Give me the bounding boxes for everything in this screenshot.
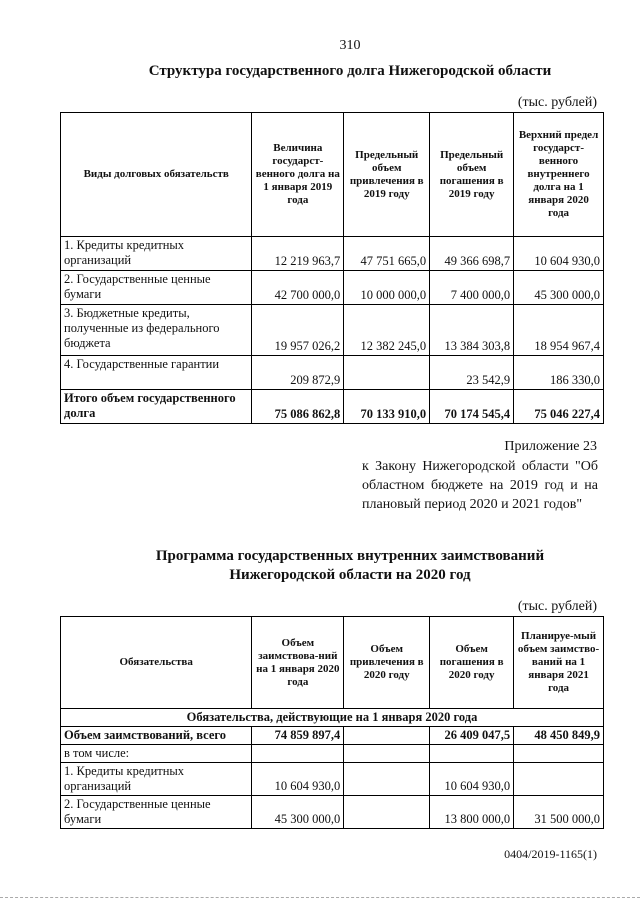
table-cell: 45 300 000,0	[252, 796, 344, 829]
table-cell	[344, 796, 430, 829]
table-cell: 48 450 849,9	[514, 727, 604, 745]
table-cell	[344, 727, 430, 745]
table-total-row	[61, 390, 604, 424]
table-row	[61, 237, 604, 271]
table-cell	[514, 763, 604, 796]
row-label: Итого объем государственного долга	[61, 390, 252, 424]
table1-units: (тыс. рублей)	[517, 95, 597, 110]
table1-header-row	[61, 113, 604, 237]
row-label: 1. Кредиты кредитных организаций	[61, 763, 252, 796]
table-cell: 18 954 967,4	[514, 305, 604, 356]
appendix-text: к Закону Нижегородской области "Об областном бюджете на 2019 год и на плановый период 2020 и 2021 годов"	[362, 459, 598, 512]
table-cell: 42 700 000,0	[252, 271, 344, 305]
table-cell: 45 300 000,0	[514, 271, 604, 305]
table-cell	[514, 745, 604, 763]
table1-header: Предельный объем привлечения в 2019 году	[344, 113, 430, 237]
row-label: 3. Бюджетные кредиты, полученные из федерального бюджета	[61, 305, 252, 356]
table-row	[61, 745, 604, 763]
row-label: 4. Государственные гарантии	[61, 356, 252, 390]
table1-title: Структура государственного долга Нижегородской области	[148, 63, 552, 79]
table1-header: Верхний предел государст-венного внутреннего долга на 1 января 2020 года	[514, 113, 604, 237]
table-cell: 10 604 930,0	[252, 763, 344, 796]
table1-header: Величина государст-венного долга на 1 января 2019 года	[252, 113, 344, 237]
section-heading: Обязательства, действующие на 1 января 2020 года	[61, 709, 604, 727]
table-total-row	[61, 727, 604, 745]
table-cell: 209 872,9	[252, 356, 344, 390]
page-number: 310	[339, 38, 361, 53]
table-row	[61, 271, 604, 305]
table-cell	[344, 745, 430, 763]
table-cell	[430, 745, 514, 763]
row-label: Объем заимствований, всего	[61, 727, 252, 745]
table2-header-row	[61, 617, 604, 709]
table2-title-line2: Нижегородской области на 2020 год	[229, 567, 471, 583]
table2-header: Объем заимствова-ний на 1 января 2020 года	[252, 617, 344, 709]
table-cell: 7 400 000,0	[430, 271, 514, 305]
appendix-label: Приложение 23	[504, 439, 597, 454]
table-row	[61, 796, 604, 829]
table-cell: 186 330,0	[514, 356, 604, 390]
table2-units: (тыс. рублей)	[517, 599, 597, 614]
table-section-row	[61, 709, 604, 727]
table-cell: 26 409 047,5	[430, 727, 514, 745]
table-row	[61, 305, 604, 356]
table2-header: Объем погашения в 2020 году	[430, 617, 514, 709]
borrowing-program-table	[60, 616, 604, 829]
table-cell: 13 800 000,0	[430, 796, 514, 829]
table-cell	[252, 745, 344, 763]
table-cell: 10 604 930,0	[430, 763, 514, 796]
table-cell: 74 859 897,4	[252, 727, 344, 745]
table-cell: 10 000 000,0	[344, 271, 430, 305]
table-cell: 75 086 862,8	[252, 390, 344, 424]
table-cell: 12 219 963,7	[252, 237, 344, 271]
table-cell: 23 542,9	[430, 356, 514, 390]
table-cell	[344, 356, 430, 390]
row-label: в том числе:	[61, 745, 252, 763]
table-row	[61, 356, 604, 390]
table2-header: Планируе-мый объем заимство-ваний на 1 января 2021 года	[514, 617, 604, 709]
table1-header: Виды долговых обязательств	[61, 113, 252, 237]
table2-header: Обязательства	[61, 617, 252, 709]
table-row	[61, 763, 604, 796]
document-code: 0404/2019-1165(1)	[504, 847, 597, 861]
table-cell: 47 751 665,0	[344, 237, 430, 271]
table-cell: 49 366 698,7	[430, 237, 514, 271]
table-cell: 70 174 545,4	[430, 390, 514, 424]
table-cell: 19 957 026,2	[252, 305, 344, 356]
table-cell: 12 382 245,0	[344, 305, 430, 356]
table-cell: 13 384 303,8	[430, 305, 514, 356]
page-bottom-edge	[0, 897, 640, 898]
table2-title-line1: Программа государственных внутренних заимствований	[155, 548, 545, 564]
table-cell: 10 604 930,0	[514, 237, 604, 271]
table-cell: 75 046 227,4	[514, 390, 604, 424]
row-label: 2. Государственные ценные бумаги	[61, 271, 252, 305]
table-cell: 70 133 910,0	[344, 390, 430, 424]
table-cell: 31 500 000,0	[514, 796, 604, 829]
table2-header: Объем привлечения в 2020 году	[344, 617, 430, 709]
table1-header: Предельный объем погашения в 2019 году	[430, 113, 514, 237]
table-cell	[344, 763, 430, 796]
debt-structure-table	[60, 112, 604, 424]
row-label: 2. Государственные ценные бумаги	[61, 796, 252, 829]
row-label: 1. Кредиты кредитных организаций	[61, 237, 252, 271]
